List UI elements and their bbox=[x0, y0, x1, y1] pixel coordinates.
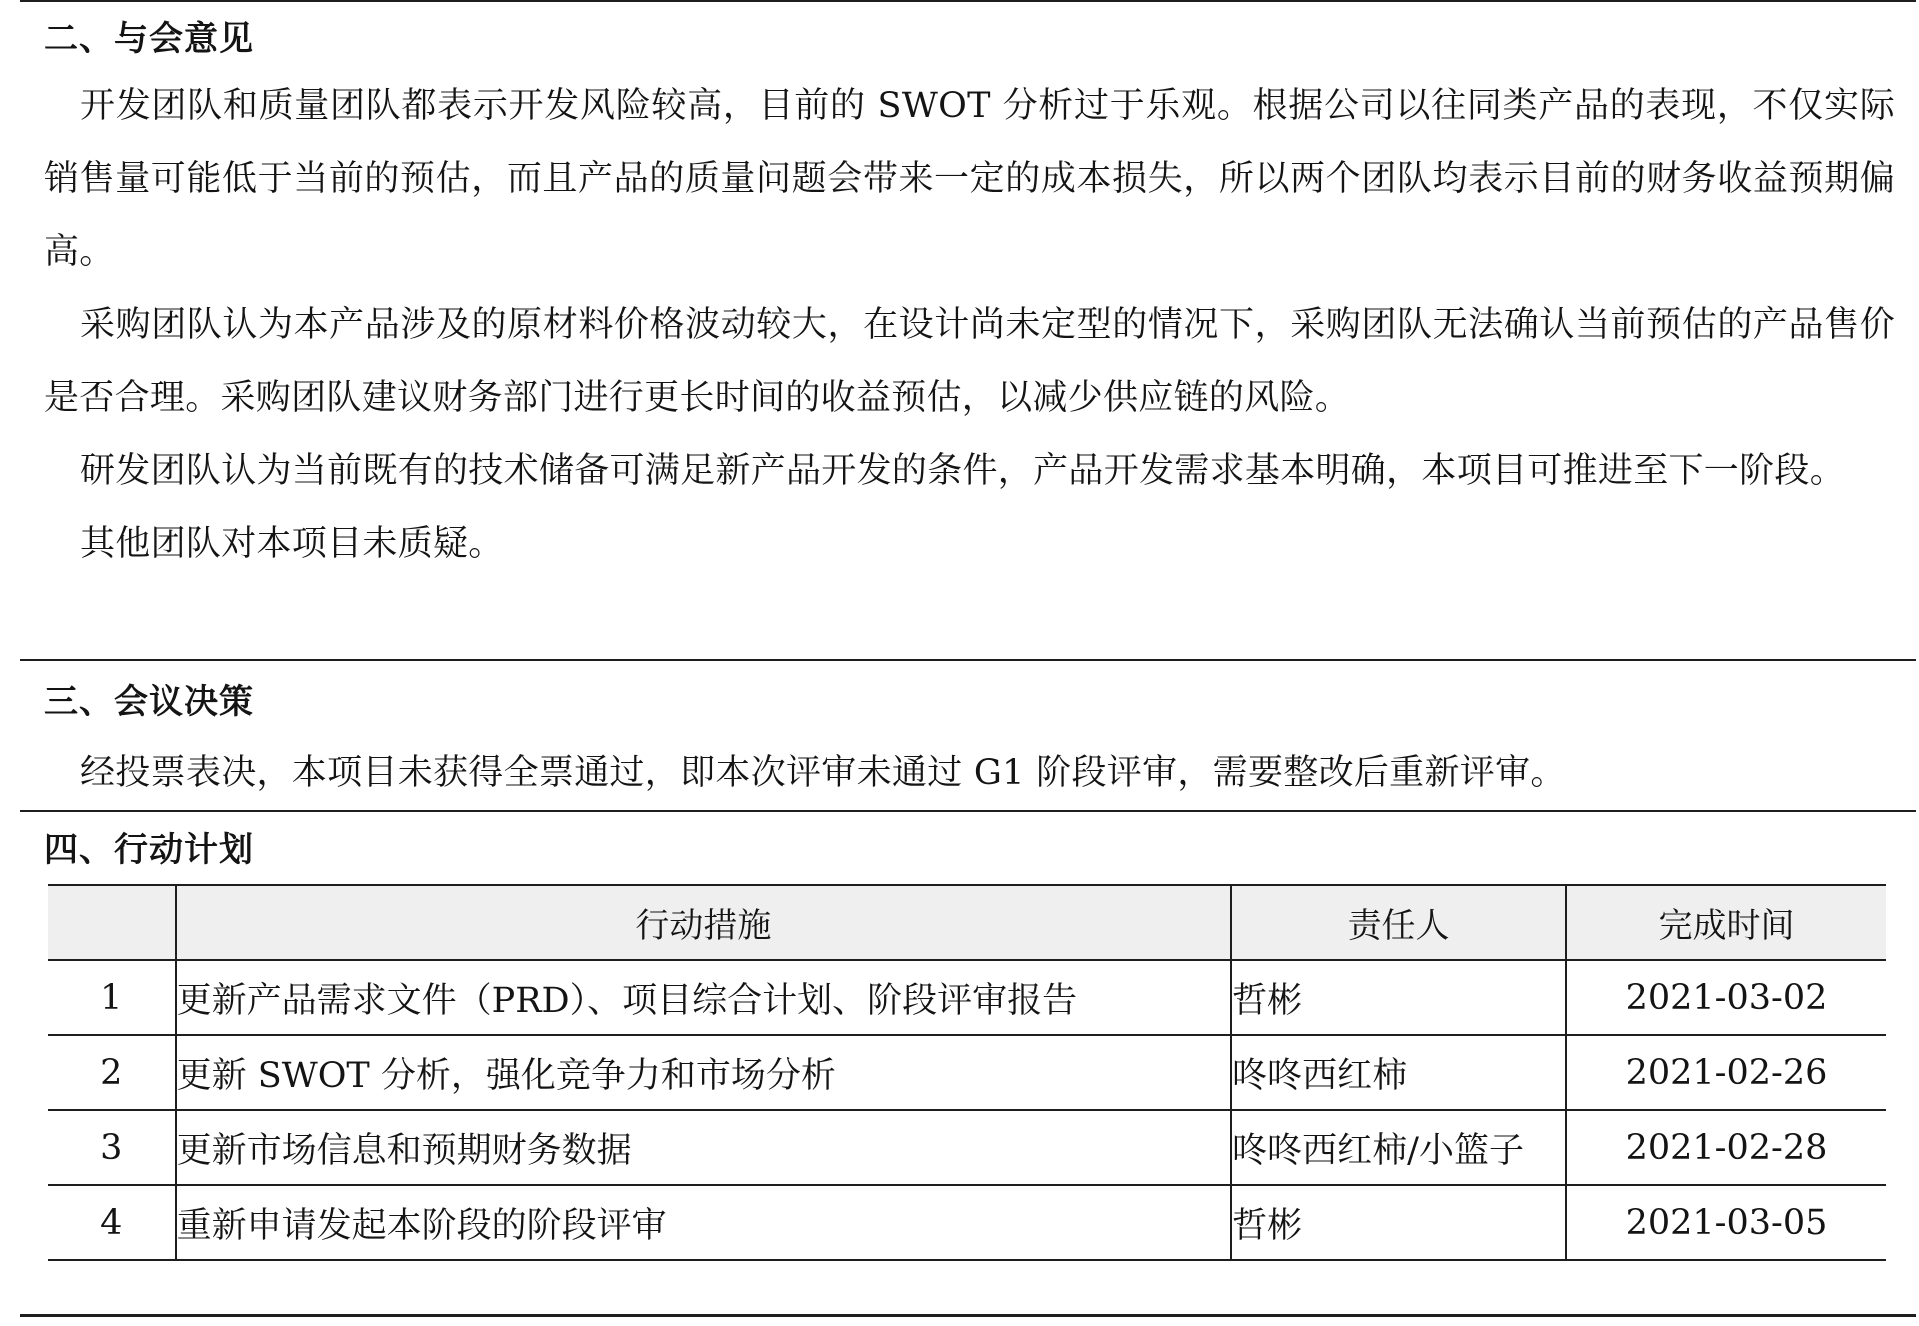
column-header-owner: 责任人 bbox=[1231, 885, 1566, 960]
bottom-rule bbox=[20, 1314, 1916, 1317]
action-plan-table bbox=[48, 884, 1886, 1261]
opinion-paragraph-others: 其他团队对本项目未质疑。 bbox=[80, 524, 504, 564]
row-owner: 咚咚西红柿 bbox=[1231, 1035, 1566, 1110]
top-rule bbox=[20, 0, 1916, 2]
table-header-row bbox=[48, 885, 1886, 960]
section-action-plan bbox=[44, 829, 1895, 871]
row-number: 2 bbox=[48, 1035, 176, 1110]
decision-paragraph: 经投票表决，本项目未获得全票通过，即本次评审未通过 G1 阶段评审，需要整改后重新评审。 bbox=[80, 753, 1566, 793]
row-action: 更新 SWOT 分析，强化竞争力和市场分析 bbox=[176, 1035, 1232, 1110]
table-row bbox=[48, 1035, 1886, 1110]
row-action: 更新市场信息和预期财务数据 bbox=[176, 1110, 1232, 1185]
section-meeting-opinions bbox=[44, 18, 1895, 581]
column-header-due-date: 完成时间 bbox=[1566, 885, 1886, 960]
table-row bbox=[48, 960, 1886, 1035]
row-owner: 哲彬 bbox=[1231, 1185, 1566, 1260]
section-heading: 三、会议决策 bbox=[44, 682, 254, 722]
row-number: 3 bbox=[48, 1110, 176, 1185]
section-divider bbox=[20, 659, 1916, 661]
row-due-date: 2021-03-02 bbox=[1566, 960, 1886, 1035]
row-owner: 哲彬 bbox=[1231, 960, 1566, 1035]
section-meeting-decision bbox=[44, 681, 1895, 810]
table-row bbox=[48, 1185, 1886, 1260]
section-heading: 四、行动计划 bbox=[44, 830, 254, 870]
row-number: 1 bbox=[48, 960, 176, 1035]
row-due-date: 2021-03-05 bbox=[1566, 1185, 1886, 1260]
opinion-paragraph-rnd: 研发团队认为当前既有的技术储备可满足新产品开发的条件，产品开发需求基本明确，本项目可推进至下一阶段。 bbox=[80, 451, 1846, 491]
column-header-action: 行动措施 bbox=[176, 885, 1232, 960]
section-divider bbox=[20, 810, 1916, 812]
row-owner: 咚咚西红柿/小篮子 bbox=[1231, 1110, 1566, 1185]
row-number: 4 bbox=[48, 1185, 176, 1260]
opinion-paragraph-dev-quality: 开发团队和质量团队都表示开发风险较高，目前的 SWOT 分析过于乐观。根据公司以往同类产品的表现，不仅实际销售量可能低于当前的预估，而且产品的质量问题会带来一定的成本损失，所以两个团队均表示目前的财务收益预期偏高。 bbox=[44, 86, 1895, 272]
row-due-date: 2021-02-26 bbox=[1566, 1035, 1886, 1110]
row-action: 重新申请发起本阶段的阶段评审 bbox=[176, 1185, 1232, 1260]
table-row bbox=[48, 1110, 1886, 1185]
section-heading: 二、与会意见 bbox=[44, 19, 254, 59]
opinion-paragraph-procurement: 采购团队认为本产品涉及的原材料价格波动较大，在设计尚未定型的情况下，采购团队无法确认当前预估的产品售价是否合理。采购团队建议财务部门进行更长时间的收益预估，以减少供应链的风险。 bbox=[44, 305, 1895, 418]
column-header-number bbox=[48, 885, 176, 960]
row-due-date: 2021-02-28 bbox=[1566, 1110, 1886, 1185]
row-action: 更新产品需求文件（PRD）、项目综合计划、阶段评审报告 bbox=[176, 960, 1232, 1035]
